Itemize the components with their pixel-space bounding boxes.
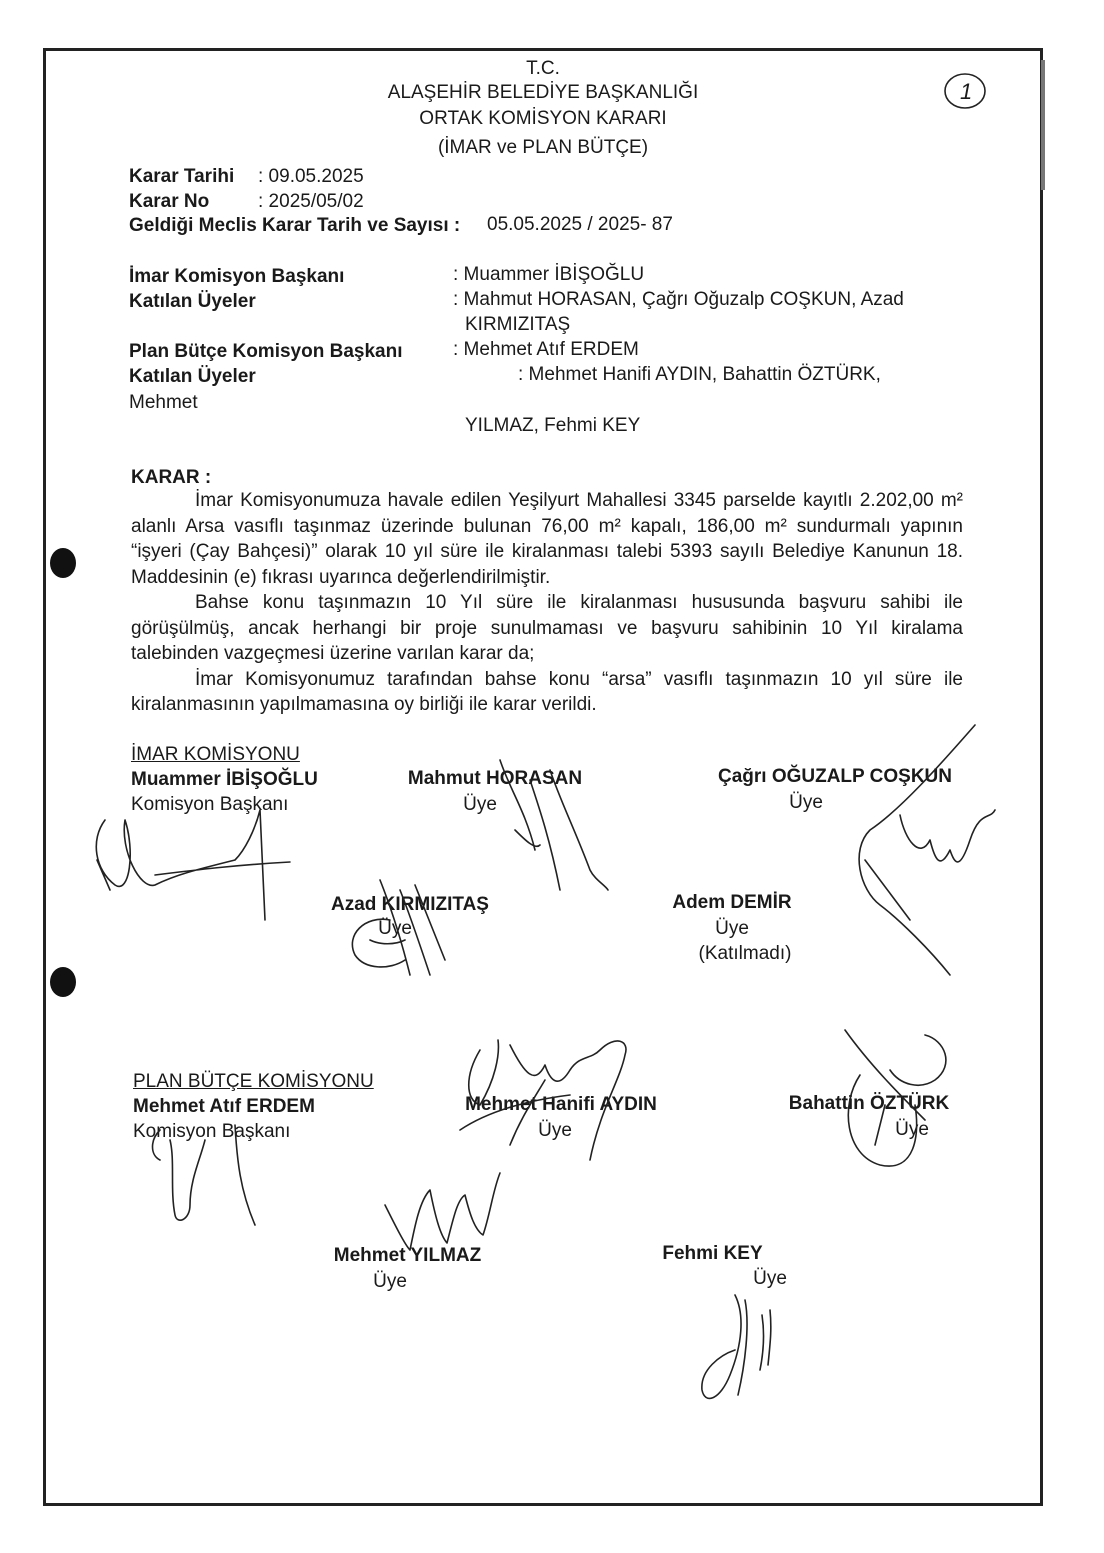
imar-member-2-name: Çağrı OĞUZALP COŞKUN (717, 766, 952, 787)
council-ref-value: 05.05.2025 / 2025- 87 (487, 214, 673, 235)
decision-paragraph-1: İmar Komisyonumuza havale edilen Yeşilyurt Mahallesi 3345 parselde kayıtlı 2.202,00 m² alanlı Arsa vasıflı taşınmaz üzerinde bulunan 76,00 m² kapalı, 186,00 m² sundurmalı yapının “işyeri (Çay Bahçesi)” olarak 10 yıl süre ile kiralanması talebi 5393 sayılı Belediye Kanunun 18. Maddesinin (e) fıkrası uyarınca değerlendirilmiştir. (131, 490, 963, 588)
plan-chair-label: Plan Bütçe Komisyon Başkanı (129, 341, 403, 362)
decision-text (131, 488, 963, 718)
punch-hole (50, 548, 76, 578)
imar-chair-value: : Muammer İBİŞOĞLU (453, 264, 645, 285)
imar-member-3-name: Azad KIRMIZITAŞ (331, 894, 489, 915)
imar-chair-label: İmar Komisyon Başkanı (129, 266, 345, 287)
imar-member-3-role: Üye (378, 918, 412, 939)
imar-commission-title: İMAR KOMİSYONU (131, 744, 300, 765)
plan-members-value-2: YILMAZ, Fehmi KEY (465, 415, 641, 436)
plan-members-value-1: : Mehmet Hanifi AYDIN, Bahattin ÖZTÜRK, (518, 364, 881, 385)
imar-member-1-role: Üye (463, 794, 497, 815)
header-tc: T.C. (526, 58, 560, 79)
plan-members-label: Katılan Üyeler (129, 366, 256, 387)
council-ref-label: Geldiği Meclis Karar Tarih ve Sayısı : (129, 215, 461, 236)
decision-paragraph-3: İmar Komisyonumuz tarafından bahse konu “arsa” vasıflı taşınmazın 10 yıl süre ile kiralanmasının yapılmamasına oy birliği ile karar verildi. (131, 668, 963, 715)
signature-plan-member-4 (690, 1285, 800, 1415)
signature-imar-member-2 (840, 720, 1005, 980)
plan-member-4-role: Üye (753, 1268, 787, 1289)
imar-member-1-name: Mahmut HORASAN (407, 768, 583, 789)
punch-hole (50, 967, 76, 997)
decision-no-value: : 2025/05/02 (258, 191, 364, 212)
signature-imar-chair (85, 790, 305, 930)
signature-plan-member-2 (830, 1015, 960, 1175)
imar-members-label: Katılan Üyeler (129, 291, 256, 312)
signature-plan-chair (145, 1120, 265, 1230)
plan-member-3-role: Üye (373, 1271, 407, 1292)
decision-heading: KARAR : (131, 467, 212, 488)
plan-chair-value: : Mehmet Atıf ERDEM (453, 339, 639, 360)
signature-imar-member-3 (345, 860, 465, 980)
header-commissions: (İMAR ve PLAN BÜTÇE) (437, 137, 649, 158)
signature-imar-member-1 (480, 750, 620, 900)
imar-member-4-name: Adem DEMİR (672, 892, 792, 913)
imar-members-value-1: : Mahmut HORASAN, Çağrı Oğuzalp COŞKUN, Azad (453, 289, 904, 310)
plan-member-1-name: Mehmet Hanifi AYDIN (465, 1094, 657, 1115)
plan-chair-role: Komisyon Başkanı (133, 1121, 291, 1142)
imar-member-2-role: Üye (789, 792, 823, 813)
imar-members-value-2: KIRMIZITAŞ (465, 314, 571, 335)
decision-no-label: Karar No (129, 191, 210, 212)
imar-member-4-note: (Katılmadı) (698, 943, 792, 964)
plan-chair-name: Mehmet Atıf ERDEM (133, 1096, 315, 1117)
plan-member-4-name: Fehmi KEY (662, 1243, 763, 1264)
plan-member-2-name: Bahattin ÖZTÜRK (788, 1093, 950, 1114)
header-municipality: ALAŞEHİR BELEDİYE BAŞKANLIĞI (387, 82, 699, 103)
page-number: 1 (960, 79, 973, 104)
plan-member-3-name: Mehmet YILMAZ (333, 1245, 482, 1266)
decision-date-label: Karar Tarihi (129, 166, 235, 187)
imar-chair-name: Muammer İBİŞOĞLU (131, 769, 318, 790)
decision-paragraph-2: Bahse konu taşınmazın 10 Yıl süre ile kiralanması hususunda başvuru sahibi ile görüşülmüş, ancak herhangi bir proje sunulmaması ve başvuru sahibinin 10 Yıl kiralama talebinden vazgeçmesi üzerine varılan karar da; (131, 592, 963, 664)
signature-plan-member-1 (450, 1020, 640, 1170)
imar-chair-role: Komisyon Başkanı (131, 794, 289, 815)
plan-commission-title: PLAN BÜTÇE KOMİSYONU (133, 1071, 374, 1092)
plan-members-extra: Mehmet (129, 392, 198, 413)
header-decision-type: ORTAK KOMİSYON KARARI (419, 108, 667, 129)
plan-member-1-role: Üye (538, 1120, 572, 1141)
scan-margin-mark (1041, 60, 1045, 190)
decision-date-value: : 09.05.2025 (258, 166, 364, 187)
signature-plan-member-3 (375, 1165, 515, 1255)
imar-member-4-role: Üye (715, 918, 749, 939)
plan-member-2-role: Üye (895, 1119, 929, 1140)
